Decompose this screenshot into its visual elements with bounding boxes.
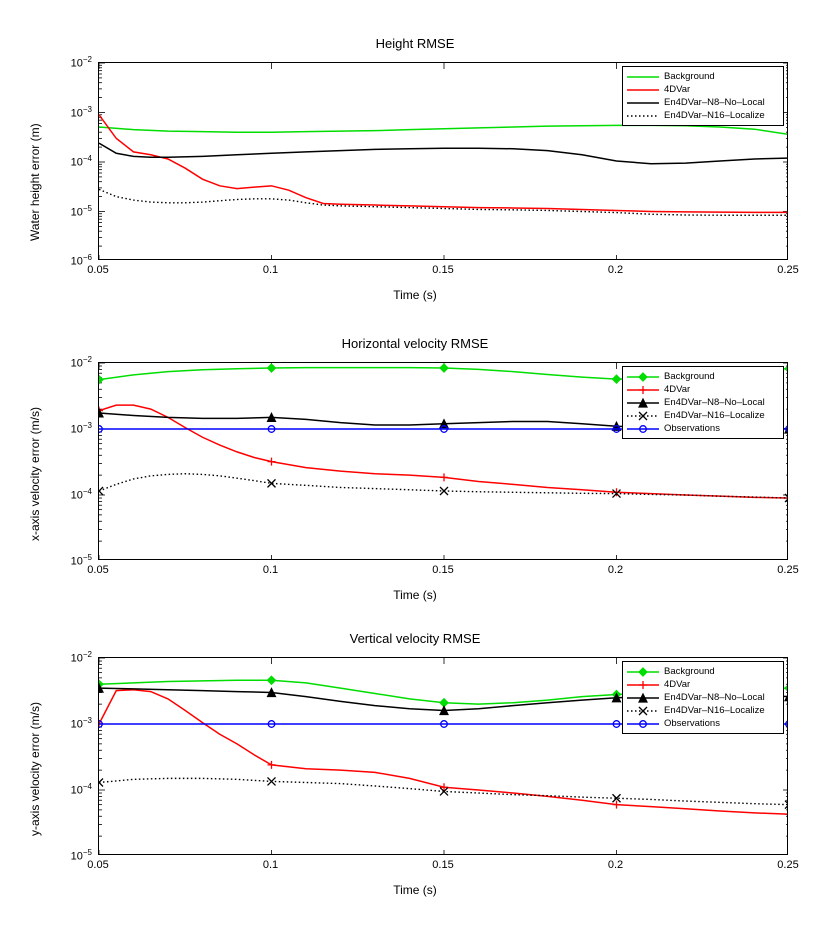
x-tick-label: 0.05 [87, 564, 109, 576]
legend-swatch-icon [626, 84, 660, 96]
legend-swatch-icon [626, 705, 660, 717]
y-tick-label: $10^{-4}$ [70, 782, 92, 797]
legend-swatch-icon [626, 679, 660, 691]
x-tick-label: 0.05 [87, 859, 109, 871]
x-tick-label: 0.15 [432, 859, 454, 871]
x-axis-label: Time (s) [393, 288, 437, 302]
plot-title: Vertical velocity RMSE [349, 631, 481, 646]
y-tick-label: $10^{-5}$ [70, 203, 92, 219]
legend-item [626, 383, 779, 396]
legend-swatch-icon [626, 371, 660, 383]
plot-title: Height RMSE [375, 36, 455, 51]
legend-swatch-icon [626, 397, 660, 409]
y-axis-label: x-axis velocity error (m/s) [28, 406, 42, 541]
y-axis-label: y-axis velocity error (m/s) [28, 701, 42, 836]
chart-panel-vertical-velocity-rmse [0, 615, 830, 915]
x-tick-label: 0.2 [607, 564, 624, 576]
y-tick-label: $10^{-2}$ [70, 55, 92, 70]
x-tick-label: 0.25 [777, 264, 799, 276]
legend-label: Background [664, 370, 715, 382]
legend-swatch-icon [626, 666, 660, 678]
y-tick-label: $10^{-2}$ [70, 355, 92, 370]
x-tick-label: 0.1 [262, 564, 279, 576]
y-tick-label: $10^{-3}$ [70, 716, 92, 731]
legend-item [626, 665, 779, 678]
legend-item [626, 70, 779, 83]
y-tick-label: $10^{-4}$ [70, 154, 92, 169]
y-axis-label: Water height error (m) [28, 123, 42, 241]
legend-swatch-icon [626, 110, 660, 122]
legend-label: Background [664, 665, 715, 677]
x-tick-label: 0.25 [777, 564, 799, 576]
x-tick-label: 0.1 [262, 859, 279, 871]
legend-swatch-icon [626, 97, 660, 109]
legend-label: En4DVar–N8–No–Local [664, 691, 765, 703]
legend-item [626, 678, 779, 691]
legend-swatch-icon [626, 71, 660, 83]
x-tick-label: 0.15 [432, 564, 454, 576]
legend-item [626, 83, 779, 96]
legend [622, 661, 784, 734]
y-tick-label: $10^{-6}$ [70, 253, 92, 268]
chart-panel-horizontal-velocity-rmse [0, 320, 830, 620]
x-tick-label: 0.05 [87, 264, 109, 276]
legend-label: En4DVar–N16–Localize [664, 704, 765, 716]
legend-swatch-icon [626, 718, 660, 730]
legend-item [626, 396, 779, 409]
y-tick-label: $10^{-4}$ [70, 487, 92, 502]
legend-label: En4DVar–N16–Localize [664, 409, 765, 421]
legend-label: 4DVar [664, 383, 691, 395]
legend-label: En4DVar–N8–No–Local [664, 96, 765, 108]
legend-item [626, 704, 779, 717]
legend-label: Observations [664, 422, 720, 434]
x-tick-label: 0.2 [607, 859, 624, 871]
legend-swatch-icon [626, 692, 660, 704]
y-tick-label: $10^{-2}$ [70, 650, 92, 665]
legend [622, 66, 784, 126]
legend-label: En4DVar–N8–No–Local [664, 396, 765, 408]
y-tick-label: $10^{-5}$ [70, 553, 92, 568]
x-tick-label: 0.1 [262, 264, 279, 276]
y-tick-label: $10^{-3}$ [70, 421, 92, 436]
legend-item [626, 370, 779, 383]
legend-swatch-icon [626, 423, 660, 435]
legend-label: Observations [664, 717, 720, 729]
legend-item [626, 422, 779, 435]
legend-label: 4DVar [664, 678, 691, 690]
legend-item [626, 109, 779, 122]
legend-item [626, 409, 779, 422]
x-tick-label: 0.15 [432, 264, 454, 276]
chart-panel-height-rmse [0, 20, 830, 320]
x-tick-label: 0.25 [777, 859, 799, 871]
y-tick-label: $10^{-3}$ [70, 104, 92, 120]
legend-label: En4DVar–N16–Localize [664, 109, 765, 121]
legend-item [626, 717, 779, 730]
legend-label: Background [664, 70, 715, 82]
x-axis-label: Time (s) [393, 588, 437, 602]
legend-swatch-icon [626, 384, 660, 396]
legend-label: 4DVar [664, 83, 691, 95]
x-axis-label: Time (s) [393, 883, 437, 897]
legend-item [626, 96, 779, 109]
y-tick-label: $10^{-5}$ [70, 848, 92, 863]
x-tick-label: 0.2 [607, 264, 624, 276]
plot-title: Horizontal velocity RMSE [341, 336, 489, 351]
legend-swatch-icon [626, 410, 660, 422]
legend [622, 366, 784, 439]
legend-item [626, 691, 779, 704]
